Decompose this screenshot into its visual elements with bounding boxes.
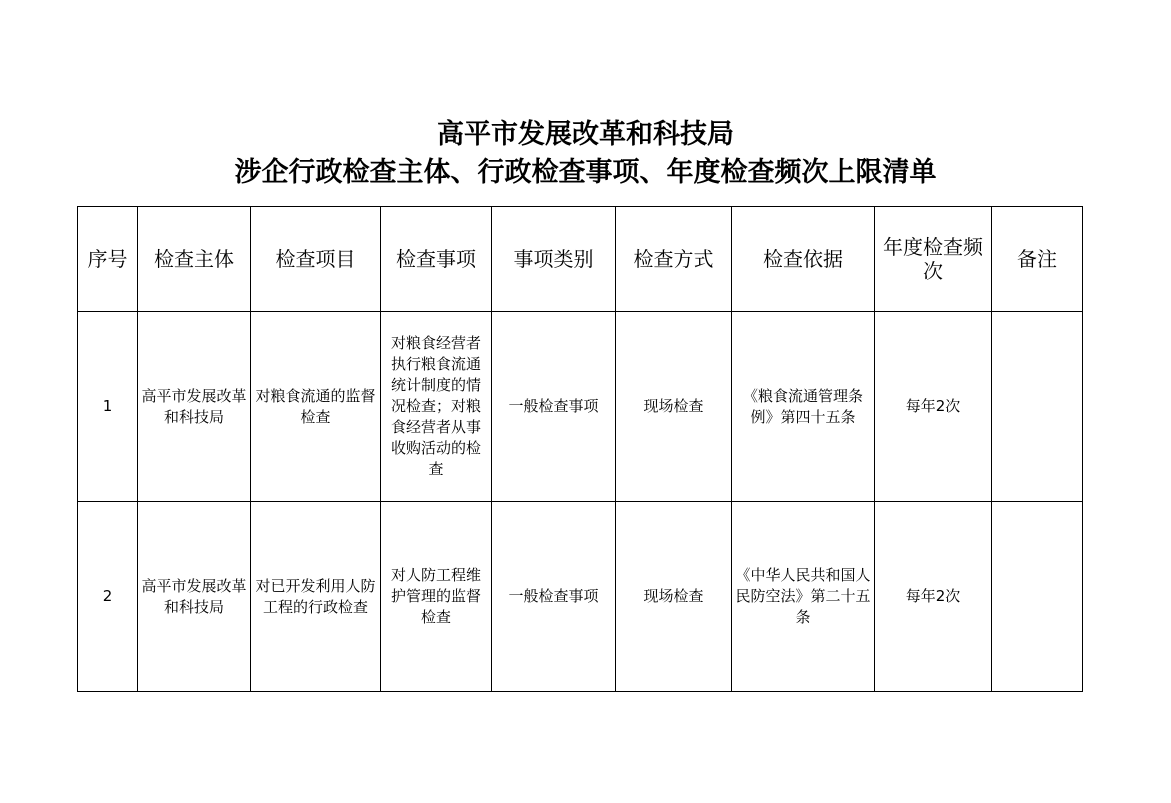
header-cell-no: 序号 [78, 207, 138, 312]
cell-method: 现场检查 [616, 312, 732, 502]
inspection-table [77, 206, 1083, 692]
cell-no: 1 [78, 312, 138, 502]
cell-matter: 对粮食经营者执行粮食流通统计制度的情况检查；对粮食经营者从事收购活动的检查 [381, 312, 492, 502]
header-cell-basis: 检查依据 [732, 207, 875, 312]
header-cell-category: 事项类别 [492, 207, 616, 312]
title-line-2: 涉企行政检查主体、行政检查事项、年度检查频次上限清单 [234, 157, 937, 188]
cell-remark [992, 502, 1083, 692]
cell-frequency: 每年2次 [875, 502, 992, 692]
table-row [78, 312, 1083, 502]
cell-subject: 高平市发展改革和科技局 [138, 312, 251, 502]
header-cell-frequency: 年度检查频次 [875, 207, 992, 312]
cell-category: 一般检查事项 [492, 502, 616, 692]
header-cell-project: 检查项目 [251, 207, 381, 312]
cell-basis: 《中华人民共和国人民防空法》第二十五条 [732, 502, 875, 692]
header-row [78, 207, 1083, 312]
cell-no: 2 [78, 502, 138, 692]
cell-remark [992, 312, 1083, 502]
header-cell-method: 检查方式 [616, 207, 732, 312]
cell-project: 对粮食流通的监督检查 [251, 312, 381, 502]
cell-method: 现场检查 [616, 502, 732, 692]
document-title [0, 116, 1171, 192]
header-cell-subject: 检查主体 [138, 207, 251, 312]
cell-frequency: 每年2次 [875, 312, 992, 502]
cell-subject: 高平市发展改革和科技局 [138, 502, 251, 692]
header-cell-matter: 检查事项 [381, 207, 492, 312]
header-cell-remark: 备注 [992, 207, 1083, 312]
cell-matter: 对人防工程维护管理的监督检查 [381, 502, 492, 692]
cell-category: 一般检查事项 [492, 312, 616, 502]
table-row [78, 502, 1083, 692]
cell-basis: 《粮食流通管理条例》第四十五条 [732, 312, 875, 502]
cell-project: 对已开发利用人防工程的行政检查 [251, 502, 381, 692]
title-line-1: 高平市发展改革和科技局 [437, 119, 734, 150]
